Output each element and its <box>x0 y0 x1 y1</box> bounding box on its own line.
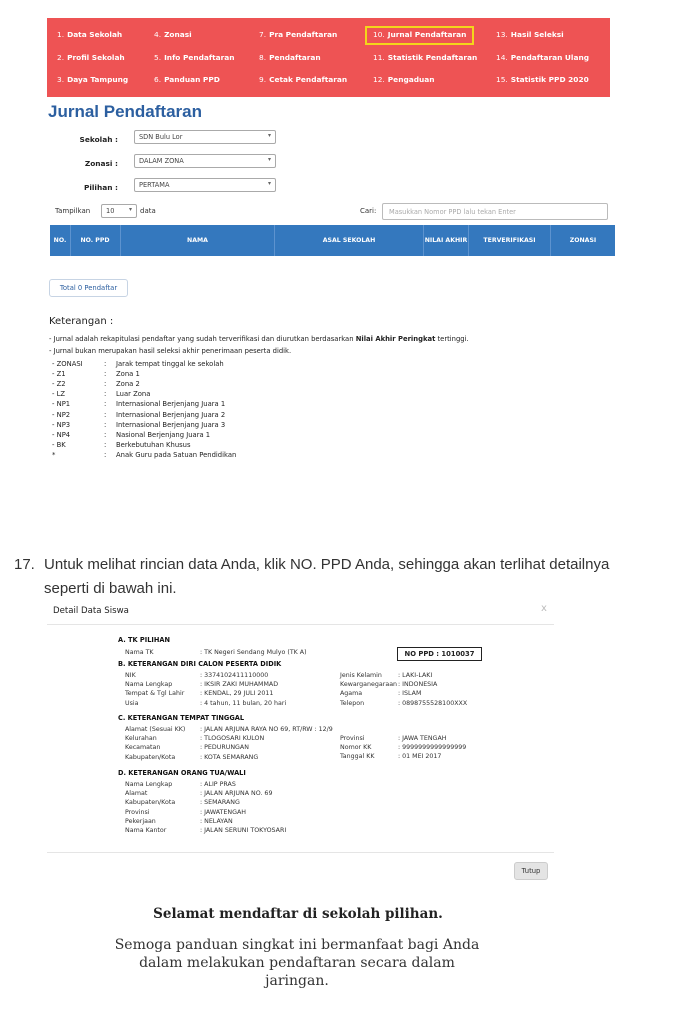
nav-item[interactable] <box>496 75 589 85</box>
field-label: Alamat (Sesuai KK) <box>125 726 186 733</box>
field-value: : TK Negeri Sendang Mulyo (TK A) <box>200 649 307 656</box>
nav-item-label: Pengaduan <box>387 75 435 84</box>
nav-item[interactable] <box>373 30 466 40</box>
nav-item[interactable] <box>57 75 128 85</box>
keterangan-code: - NP3 <box>52 420 71 429</box>
field-label: Kelurahan <box>125 735 157 743</box>
nav-item-label: Profil Sekolah <box>67 53 125 62</box>
page-title: Jurnal Pendaftaran <box>48 102 202 121</box>
keterangan-code: - Z2 <box>52 380 66 389</box>
col-terverifikasi[interactable]: TERVERIFIKASI <box>483 236 536 244</box>
nav-item-number: 10. <box>373 30 385 39</box>
zonasi-label: Zonasi : <box>84 159 118 168</box>
field-value: : ALIP PRAS <box>200 781 236 788</box>
keterangan-code: - NP2 <box>52 410 71 419</box>
field-value: : 0898755528100XXX <box>398 699 468 707</box>
keterangan-colon: : <box>104 400 107 409</box>
search-input[interactable]: Masukkan Nomor PPD lalu tekan Enter <box>382 203 608 220</box>
field-label: NIK <box>125 672 136 679</box>
keterangan-code: - LZ <box>52 390 66 399</box>
nav-item-number: 7. <box>259 30 267 39</box>
nav-item-number: 5. <box>154 53 162 62</box>
field-value: : JALAN ARJUNA RAYA NO 69, RT/RW : 12/9 <box>200 726 333 733</box>
field-label: Tanggal KK <box>340 753 375 761</box>
field-label: Kabupaten/Kota <box>125 753 176 761</box>
field-value: : JALAN SERUNI TOKYOSARI <box>200 827 287 834</box>
keterangan-code: - ZONASI <box>52 360 83 368</box>
sekolah-select[interactable] <box>134 130 276 144</box>
closing-text: Semoga panduan singkat ini bermanfaat bagi Anda dalam melakukan pendaftaran secara dalam jaringan. <box>114 937 480 989</box>
nav-item-number: 12. <box>373 75 385 84</box>
nav-item-number: 3. <box>57 75 65 84</box>
nav-item-label: Cetak Pendaftaran <box>269 75 348 84</box>
keterangan-desc: Nasional Berjenjang Juara 1 <box>116 430 211 439</box>
nav-item-number: 6. <box>154 75 162 84</box>
nav-item[interactable] <box>259 30 337 40</box>
nav-item-label: Pendaftaran <box>269 53 321 62</box>
table-header <box>50 225 615 256</box>
field-label: Nama Kantor <box>125 827 167 834</box>
nav-item-number: 11. <box>373 53 385 62</box>
page-size-select[interactable] <box>101 204 137 218</box>
total-pendaftar: Total 0 Pendaftar <box>49 279 128 297</box>
nav-item[interactable] <box>57 53 125 63</box>
field-value: : NELAYAN <box>200 817 233 825</box>
field-value: : KOTA SEMARANG <box>200 753 259 761</box>
field-label: Pekerjaan <box>125 817 156 825</box>
field-value: : 3374102411110000 <box>200 672 269 679</box>
page-size-value: 10 <box>106 207 115 215</box>
nav-item[interactable] <box>259 75 347 85</box>
keterangan-desc: Internasional Berjenjang Juara 2 <box>116 410 226 419</box>
field-label: Kabupaten/Kota <box>125 799 176 807</box>
section-c-title: C. KETERANGAN TEMPAT TINGGAL <box>118 714 245 722</box>
nav-item-label: Statistik Pendaftaran <box>387 53 478 62</box>
keterangan-colon: : <box>104 410 107 419</box>
chevron-down-icon: ▾ <box>128 206 132 213</box>
keterangan-colon: : <box>104 380 107 389</box>
field-value: : 9999999999999999 <box>398 744 467 752</box>
keterangan-heading: Keterangan : <box>49 316 114 327</box>
keterangan-colon: : <box>104 430 107 439</box>
field-value: : JAWA TENGAH <box>398 735 447 742</box>
close-icon[interactable]: x <box>541 603 547 614</box>
keterangan-line-2: - Jurnal bukan merupakan hasil seleksi akhir penerimaan peserta didik. <box>49 347 292 355</box>
keterangan-line-1-end: tertinggi. <box>435 335 469 343</box>
keterangan-desc: Internasional Berjenjang Juara 3 <box>116 420 226 429</box>
keterangan-desc: Berkebutuhan Khusus <box>116 440 191 449</box>
nav-item-number: 2. <box>57 53 65 62</box>
nav-item-label: Data Sekolah <box>67 30 123 39</box>
field-value: : INDONESIA <box>398 681 438 689</box>
nav-item-number: 9. <box>259 75 267 84</box>
zonasi-value: DALAM ZONA <box>139 157 184 165</box>
keterangan-code: * <box>52 450 56 459</box>
field-value: : JALAN ARJUNA NO. 69 <box>200 790 273 798</box>
keterangan-line-1-text: - Jurnal adalah rekapitulasi pendaftar yang sudah terverifikasi dan diurutkan berdasarkan <box>49 335 356 343</box>
nav-item-label: Hasil Seleksi <box>510 30 564 39</box>
field-label: Tempat & Tgl Lahir <box>125 690 185 698</box>
keterangan-code: - BK <box>52 440 66 449</box>
field-value: : SEMARANG <box>200 799 240 807</box>
keterangan-desc: Anak Guru pada Satuan Pendidikan <box>116 450 237 459</box>
field-label: Jenis Kelamin <box>340 672 382 679</box>
pilihan-label: Pilihan : <box>83 183 118 192</box>
nav-item-number: 15. <box>496 75 508 84</box>
sekolah-label: Sekolah : <box>79 135 118 144</box>
keterangan-colon: : <box>104 450 107 459</box>
keterangan-desc: Zona 2 <box>116 380 140 389</box>
modal-divider <box>47 624 554 625</box>
keterangan-desc: Zona 1 <box>116 370 140 379</box>
field-label: Nama Lengkap <box>125 781 173 788</box>
nav-item[interactable] <box>373 75 435 85</box>
pilihan-select[interactable] <box>134 178 276 192</box>
nav-item-number: 8. <box>259 53 267 62</box>
keterangan-colon: : <box>104 420 107 429</box>
keterangan-line-1-bold: Nilai Akhir Peringkat <box>355 335 436 343</box>
section-a-title: A. TK PILIHAN <box>118 636 171 644</box>
step-number: 17. <box>14 556 35 573</box>
step-text: Untuk melihat rincian data Anda, klik NO. PPD Anda, sehingga akan terlihat detailnya seperti di bawah ini. <box>44 556 610 597</box>
field-label: Agama <box>340 690 363 698</box>
col-nama[interactable]: NAMA <box>187 236 208 244</box>
keterangan-desc: Luar Zona <box>116 390 151 399</box>
nav-item[interactable] <box>496 53 589 63</box>
field-label: Provinsi <box>340 735 365 742</box>
keterangan-colon: : <box>104 440 107 449</box>
pilihan-value: PERTAMA <box>139 181 170 189</box>
keterangan-code: - Z1 <box>52 370 66 379</box>
field-value: : ISLAM <box>398 690 422 698</box>
nav-item[interactable] <box>57 30 122 40</box>
keterangan-colon: : <box>104 390 107 399</box>
no-ppd-box: NO PPD : 1010037 <box>397 647 482 661</box>
modal-title: Detail Data Siswa <box>53 606 129 616</box>
keterangan-colon: : <box>104 360 107 368</box>
nav-item-label: Statistik PPD 2020 <box>510 75 589 84</box>
field-value: : PEDURUNGAN <box>200 744 249 752</box>
field-label: Nama Lengkap <box>125 681 173 689</box>
modal-divider <box>47 852 554 853</box>
field-label: Kewarganegaraan <box>340 681 398 689</box>
nav-item-number: 1. <box>57 30 65 39</box>
field-value: : 4 tahun, 11 bulan, 20 hari <box>200 699 287 707</box>
field-label: Usia <box>125 699 139 707</box>
nav-item-label: Zonasi <box>164 30 192 39</box>
zonasi-select[interactable] <box>134 154 276 168</box>
col-nilai-akhir[interactable]: NILAI AKHIR <box>424 236 468 244</box>
nav-item-label: Pra Pendaftaran <box>269 30 338 39</box>
field-value: : LAKI-LAKI <box>398 672 433 679</box>
nav-item-label: Panduan PPD <box>164 75 220 84</box>
col-asal-sekolah[interactable]: ASAL SEKOLAH <box>322 236 376 244</box>
field-label: Kecamatan <box>125 744 161 752</box>
field-label: Telepon <box>340 699 365 707</box>
nav-item[interactable] <box>496 30 564 40</box>
search-label: Cari: <box>360 207 377 215</box>
top-navigation <box>47 18 610 97</box>
nav-item[interactable] <box>373 53 477 63</box>
field-label: Nama TK <box>125 649 154 656</box>
field-value: : TLOGOSARI KULON <box>200 735 265 743</box>
sekolah-value: SDN Bulu Lor <box>139 133 183 141</box>
field-label: Nomor KK <box>340 744 372 752</box>
nav-item-label: Jurnal Pendaftaran <box>387 30 467 39</box>
col-zonasi[interactable]: ZONASI <box>569 236 597 244</box>
keterangan-colon: : <box>104 370 107 379</box>
keterangan-desc: Jarak tempat tinggal ke sekolah <box>116 360 224 368</box>
keterangan-code: - NP1 <box>52 400 71 409</box>
chevron-down-icon: ▾ <box>267 156 271 163</box>
section-b-title: B. KETERANGAN DIRI CALON PESERTA DIDIK <box>118 660 282 668</box>
nav-item-label: Info Pendaftaran <box>164 53 235 62</box>
nav-item[interactable] <box>154 53 235 63</box>
section-d-title: D. KETERANGAN ORANG TUA/WALI <box>118 769 246 777</box>
chevron-down-icon: ▾ <box>267 132 271 139</box>
nav-item-number: 13. <box>496 30 508 39</box>
show-prefix: Tampilkan <box>55 207 91 215</box>
nav-item-label: Pendaftaran Ulang <box>510 53 590 62</box>
field-value: : IKSIR ZAKI MUHAMMAD <box>200 681 279 689</box>
field-label: Provinsi <box>125 808 150 816</box>
nav-item[interactable] <box>154 75 220 85</box>
tutup-button[interactable]: Tutup <box>514 862 548 880</box>
keterangan-line-1 <box>49 335 469 344</box>
show-suffix: data <box>140 207 156 215</box>
nav-item-number: 4. <box>154 30 162 39</box>
nav-item[interactable] <box>259 53 321 63</box>
field-value: : 01 MEI 2017 <box>398 753 442 761</box>
keterangan-code: - NP4 <box>52 430 71 439</box>
keterangan-desc: Internasional Berjenjang Juara 1 <box>116 400 226 409</box>
nav-item[interactable] <box>154 30 192 40</box>
col-no-ppd[interactable]: NO. PPD <box>80 236 110 244</box>
closing-heading: Selamat mendaftar di sekolah pilihan. <box>153 906 443 922</box>
field-value: : KENDAL, 29 JULI 2011 <box>200 690 274 698</box>
nav-item-label: Daya Tampung <box>67 75 129 84</box>
field-label: Alamat <box>125 790 148 798</box>
field-value: : JAWATENGAH <box>200 808 246 816</box>
col-no[interactable]: NO. <box>53 236 67 244</box>
nav-item-number: 14. <box>496 53 508 62</box>
chevron-down-icon: ▾ <box>267 180 271 187</box>
